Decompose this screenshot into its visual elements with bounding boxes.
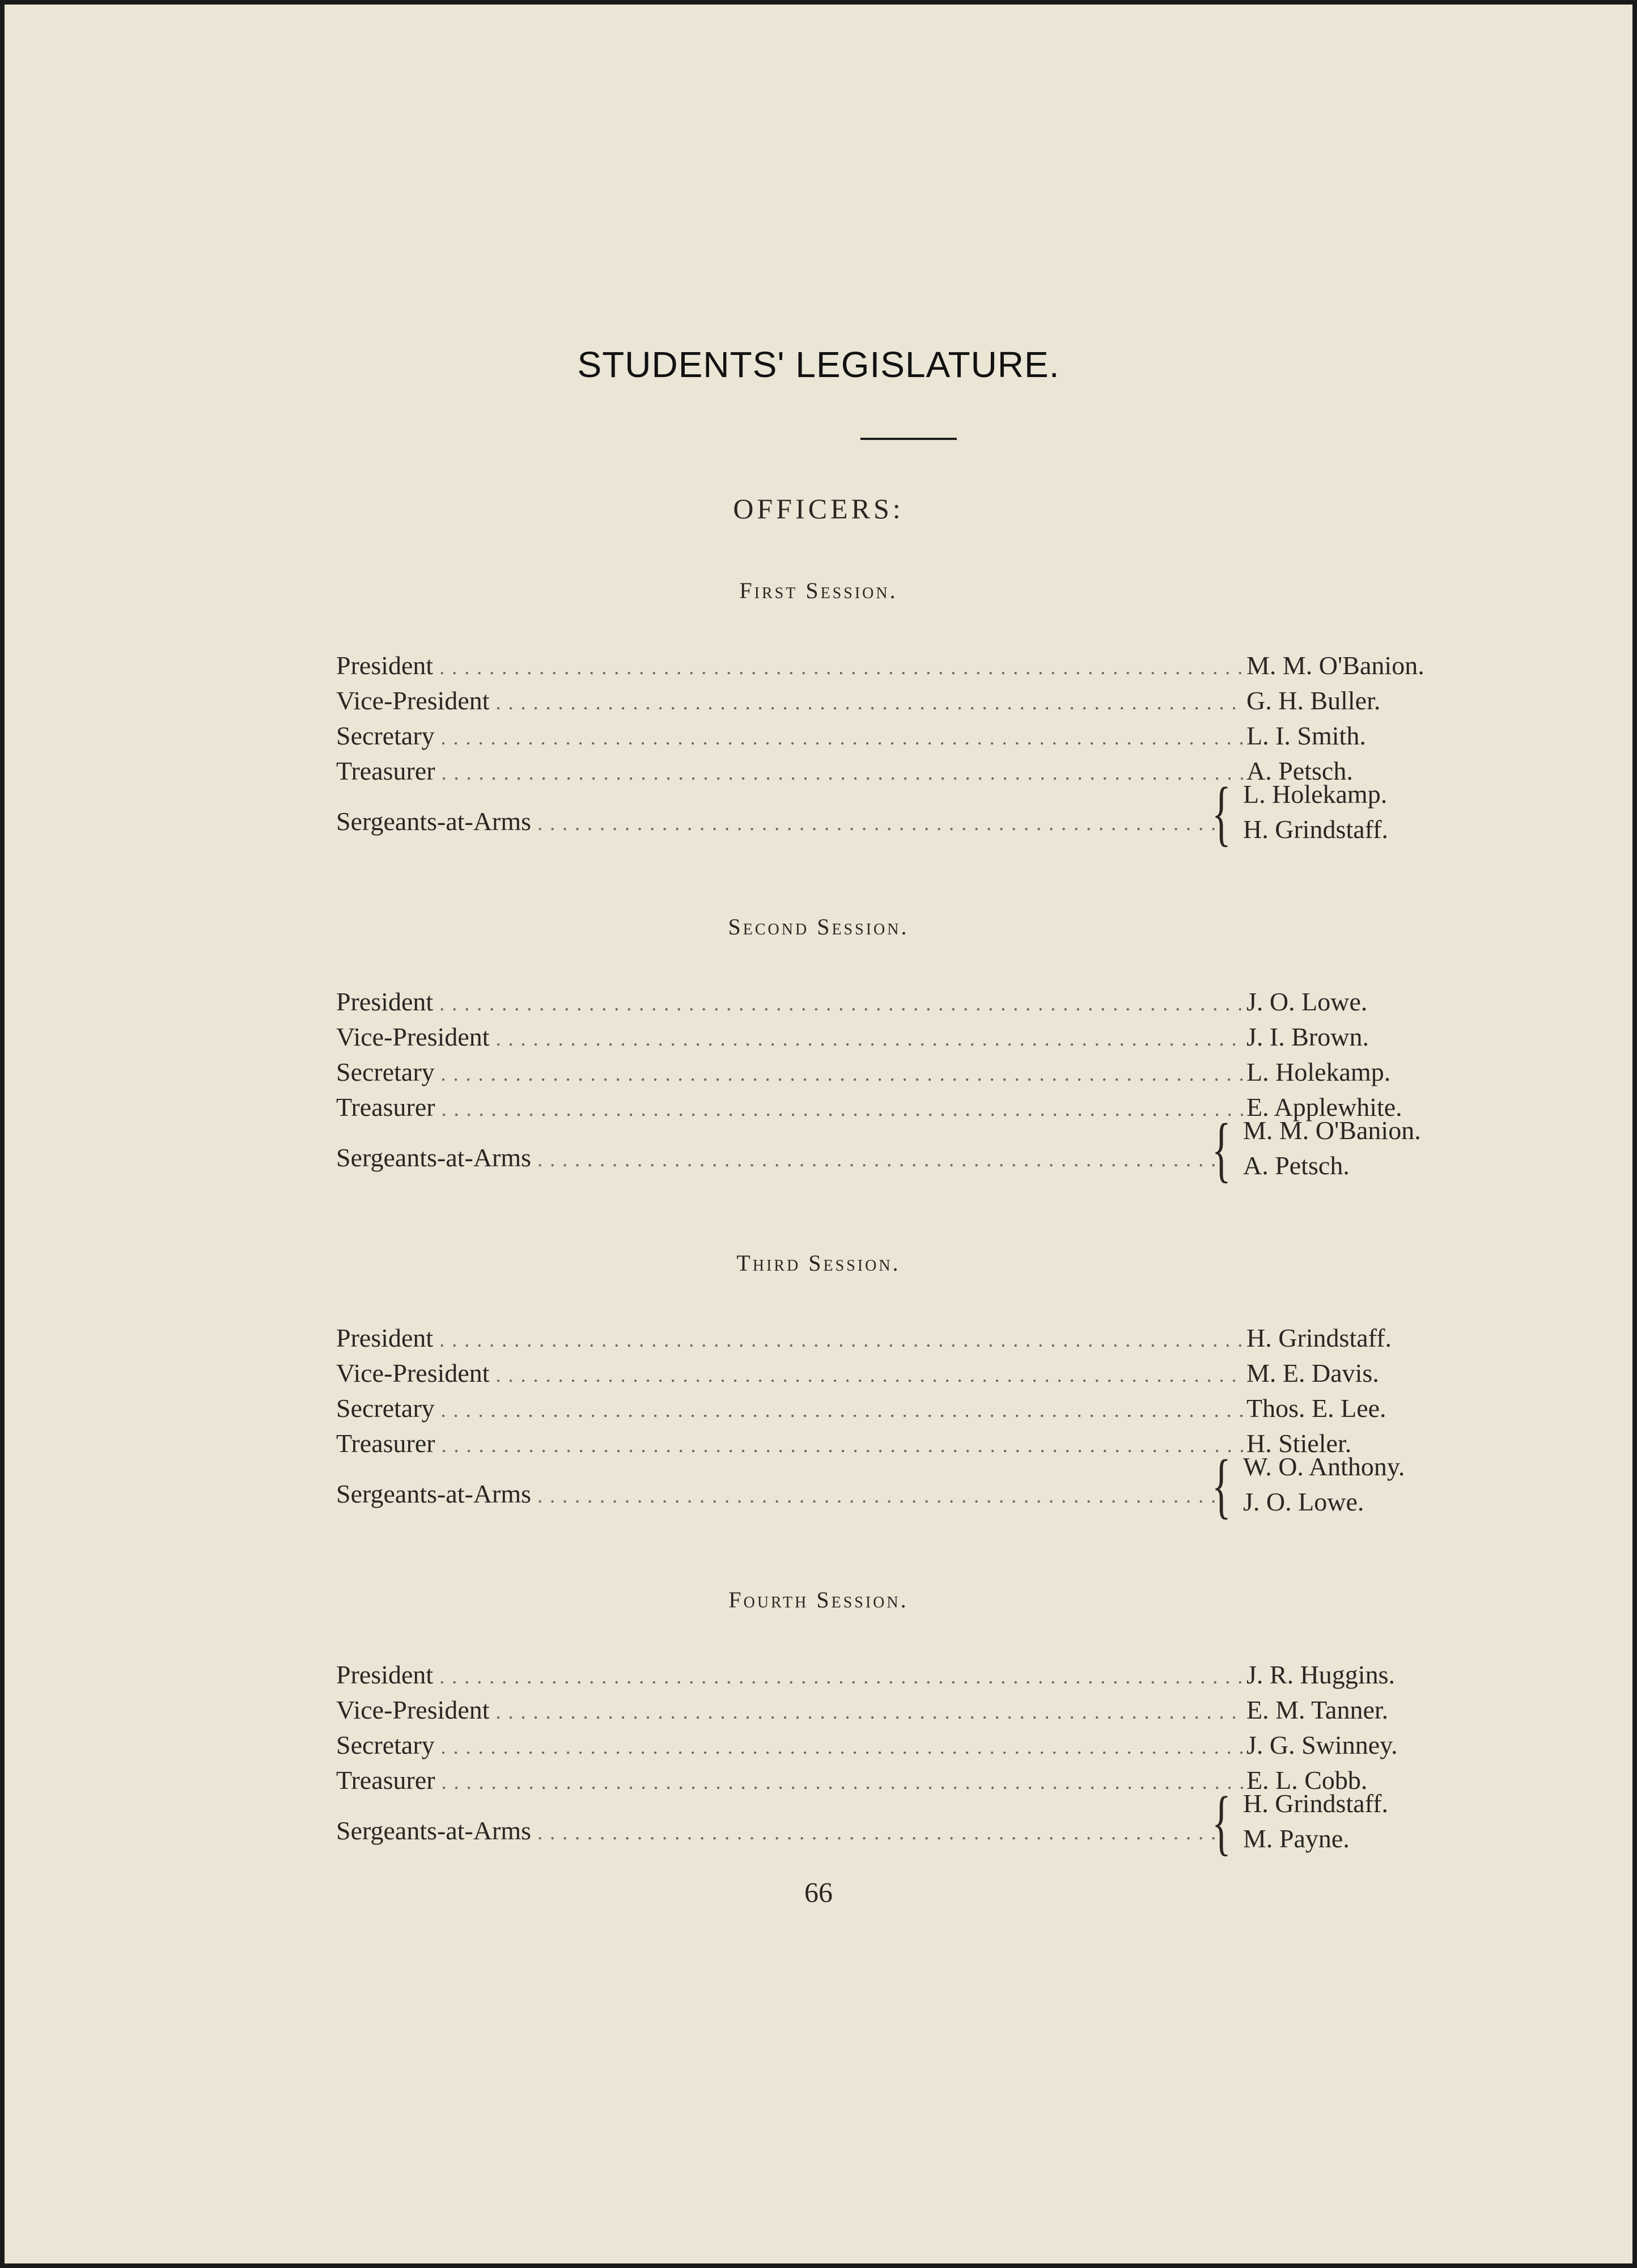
office-label: Treasurer . . .: [336, 756, 1243, 786]
office-label: Treasurer . . .: [336, 1765, 1243, 1795]
brace-glyph: {: [1212, 773, 1231, 853]
office-label: Secretary . . .: [336, 1057, 1243, 1087]
sergeant-name: J. O. Lowe.: [1243, 1487, 1364, 1516]
office-label: Treasurer . . .: [336, 1092, 1243, 1122]
brace-glyph: {: [1212, 1445, 1231, 1526]
officer-name: J. G. Swinney.: [1243, 1730, 1398, 1760]
session-title: Fourth Session.: [728, 1587, 909, 1613]
title-rule: [860, 438, 957, 440]
officer-name: J. O. Lowe.: [1243, 987, 1367, 1017]
office-label: President . . .: [336, 987, 1243, 1017]
office-label: Vice-President . . .: [336, 1358, 1243, 1388]
document-page: [5, 5, 1632, 2263]
page-number: 66: [804, 1876, 833, 1908]
officer-row: [5, 751, 1632, 786]
office-label: Secretary . . .: [336, 1393, 1243, 1423]
office-label-sergeants: Sergeants-at-Arms . . .: [336, 1816, 1218, 1846]
sergeant-name: W. O. Anthony.: [1243, 1452, 1405, 1481]
officer-name: E. L. Cobb.: [1243, 1765, 1367, 1795]
officer-row: [5, 1388, 1632, 1423]
officer-row: [5, 981, 1632, 1017]
office-label-sergeants: Sergeants-at-Arms . . .: [336, 1479, 1218, 1509]
brace-glyph: {: [1212, 1782, 1231, 1863]
officers-heading: OFFICERS:: [733, 493, 904, 524]
sergeant-name: M. Payne.: [1243, 1824, 1350, 1853]
officer-name: G. H. Buller.: [1243, 686, 1380, 716]
officer-name: Thos. E. Lee.: [1243, 1393, 1386, 1423]
brace-glyph: {: [1212, 1109, 1231, 1190]
office-label: Vice-President . . .: [336, 1022, 1243, 1052]
officer-name: M. E. Davis.: [1243, 1358, 1379, 1388]
officer-name: J. R. Huggins.: [1243, 1660, 1395, 1690]
sergeant-name: H. Grindstaff.: [1243, 1789, 1388, 1818]
officer-name: J. I. Brown.: [1243, 1022, 1369, 1052]
officer-row: [5, 1353, 1632, 1388]
officer-name: H. Grindstaff.: [1243, 1323, 1392, 1353]
office-label: President . . .: [336, 1660, 1243, 1690]
officer-name: M. M. O'Banion.: [1243, 650, 1424, 680]
officer-row: [5, 1690, 1632, 1725]
sergeant-name: A. Petsch.: [1243, 1151, 1350, 1180]
session-first: [5, 577, 1632, 861]
officer-name: E. M. Tanner.: [1243, 1695, 1388, 1725]
page-title: STUDENTS' LEGISLATURE.: [577, 344, 1060, 385]
sergeant-name: L. Holekamp.: [1243, 780, 1388, 809]
office-label: Treasurer . . .: [336, 1428, 1243, 1458]
session-third: [5, 1250, 1632, 1533]
officer-row: [5, 1017, 1632, 1052]
officer-name: L. I. Smith.: [1243, 721, 1366, 751]
officer-row: [5, 1760, 1632, 1795]
officer-name: H. Stieler.: [1243, 1428, 1351, 1458]
officer-row: [5, 1318, 1632, 1353]
sergeant-name: M. M. O'Banion.: [1243, 1116, 1421, 1145]
office-label: Secretary . . .: [336, 721, 1243, 751]
office-label-sergeants: Sergeants-at-Arms . . .: [336, 806, 1218, 836]
office-label: Vice-President . . .: [336, 1695, 1243, 1725]
office-label: Vice-President . . .: [336, 686, 1243, 716]
office-label: President . . .: [336, 1323, 1243, 1353]
session-title: Third Session.: [736, 1250, 901, 1276]
officer-row: [5, 1052, 1632, 1087]
officer-name: A. Petsch.: [1243, 756, 1353, 786]
officer-name: E. Applewhite.: [1243, 1092, 1402, 1122]
officer-row: [5, 680, 1632, 716]
office-label: Secretary . . .: [336, 1730, 1243, 1760]
sergeant-name: H. Grindstaff.: [1243, 815, 1388, 844]
officer-name: L. Holekamp.: [1243, 1057, 1390, 1087]
officer-row: [5, 645, 1632, 680]
session-title: Second Session.: [728, 914, 909, 940]
officer-row: [5, 1725, 1632, 1760]
session-title: First Session.: [739, 578, 898, 603]
office-label: President . . .: [336, 650, 1243, 680]
office-label-sergeants: Sergeants-at-Arms . . .: [336, 1143, 1218, 1173]
session-second: [5, 913, 1632, 1197]
session-fourth: [5, 1586, 1632, 1870]
officer-row: [5, 1655, 1632, 1690]
officer-row: [5, 716, 1632, 751]
